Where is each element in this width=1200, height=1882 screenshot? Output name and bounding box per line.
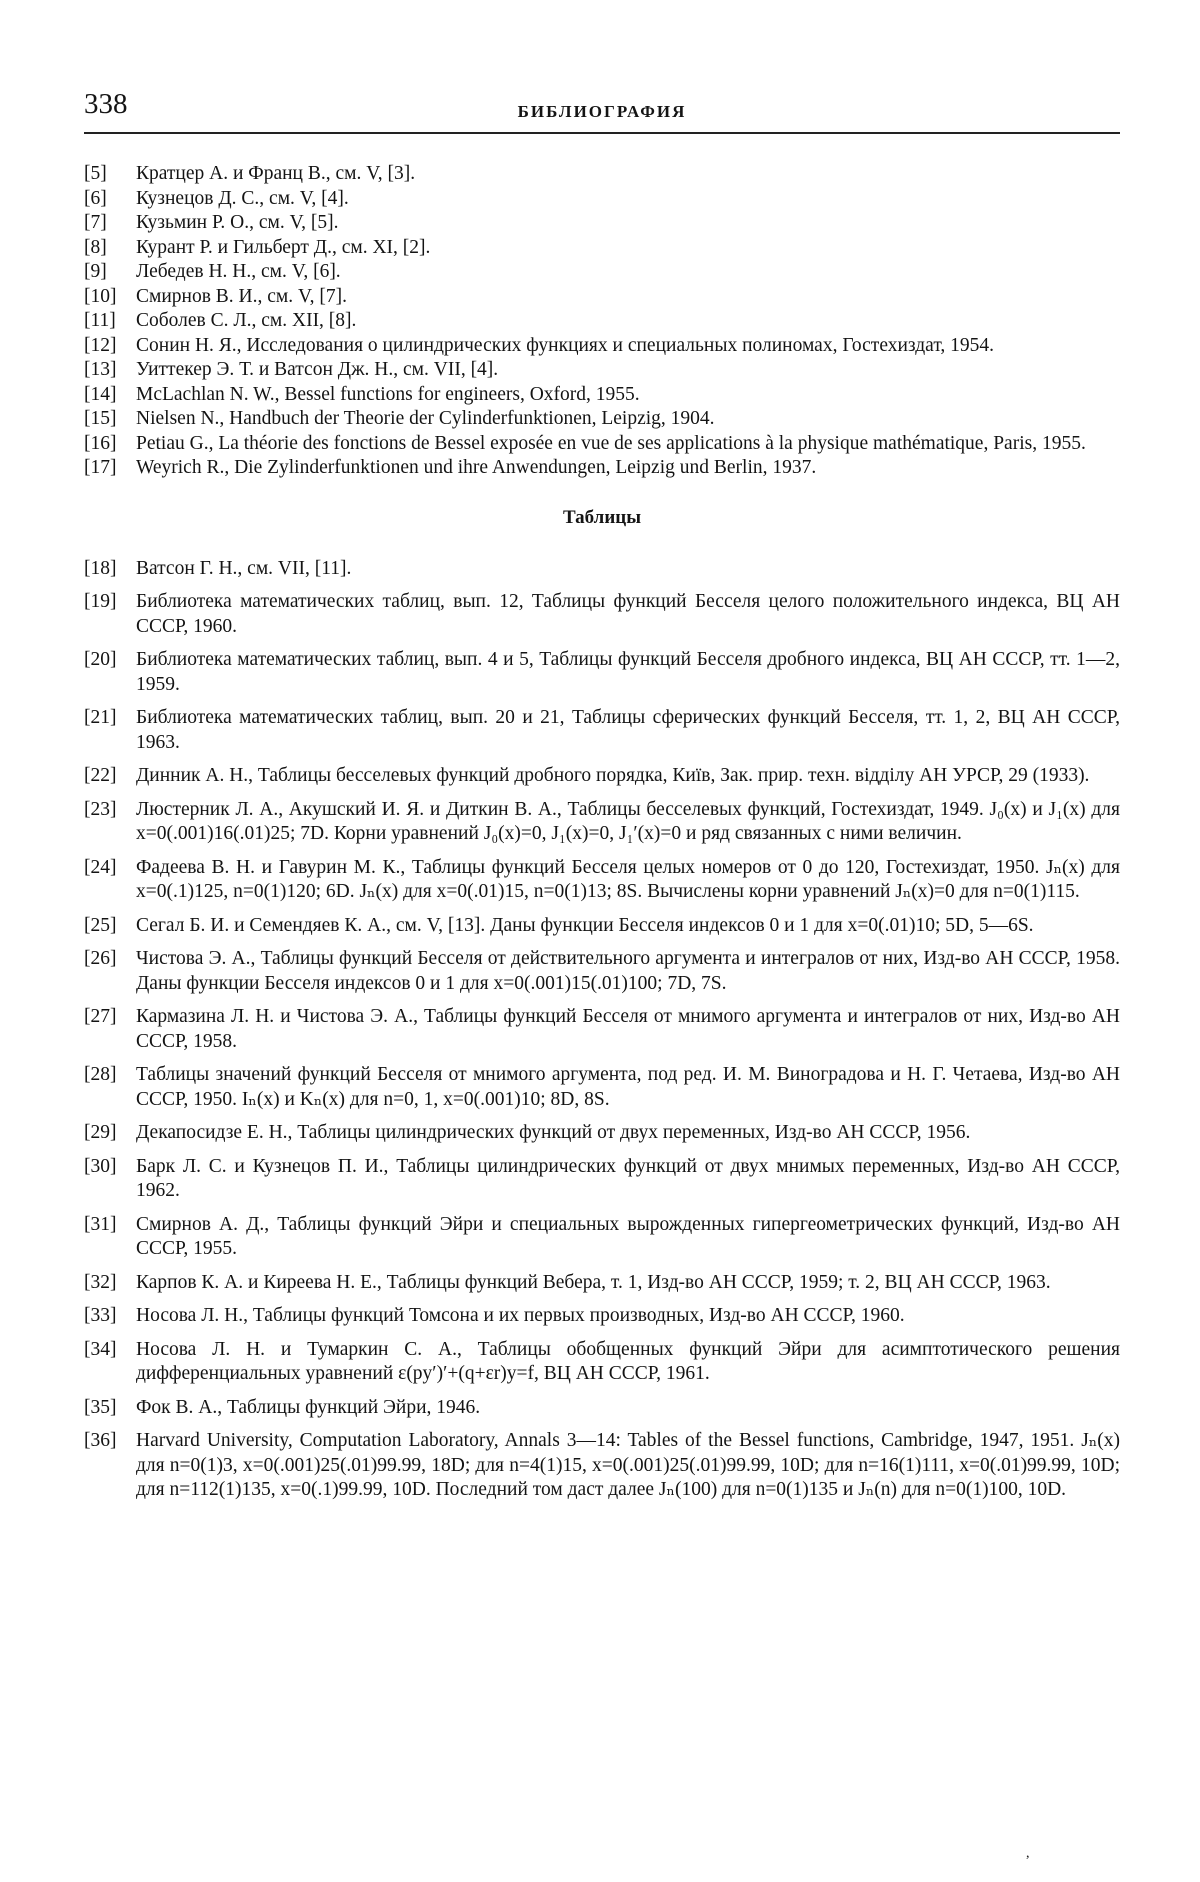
reference-entry xyxy=(84,1271,1120,1296)
reference-number: [15] xyxy=(84,408,117,429)
reference-text: Кузнецов Д. С., см. V, [4]. xyxy=(136,187,349,209)
reference-entry xyxy=(84,309,1120,334)
reference-text: Кузьмин Р. О., см. V, [5]. xyxy=(136,212,339,233)
reference-text: Weyrich R., Die Zylinderfunktionen und ihre Anwendungen, Leipzig und Berlin, 1937. xyxy=(136,457,817,478)
reference-number: [26] xyxy=(84,948,117,969)
reference-number: [34] xyxy=(84,1338,117,1360)
reference-number: [11] xyxy=(84,310,116,331)
reference-entry xyxy=(84,285,1120,310)
reference-text: Библиотека математических таблиц, вып. 4 и 5, Таблицы функций Бесселя дробного индекса, ВЦ АН СССР, тт. 1—2, 1959. xyxy=(136,649,1120,695)
section-heading-tables: Таблицы xyxy=(562,506,642,528)
reference-entry xyxy=(84,1304,1120,1329)
reference-number: [8] xyxy=(84,236,107,258)
reference-number: [9] xyxy=(84,261,107,282)
reference-entry xyxy=(84,1429,1120,1503)
running-header xyxy=(84,80,1120,134)
reference-text: Декапосидзе Е. Н., Таблицы цилиндрических функций от двух переменных, Изд-во АН СССР, 1956. xyxy=(136,1122,971,1143)
reference-entry xyxy=(84,856,1120,905)
reference-number: [20] xyxy=(84,649,117,670)
reference-number: [7] xyxy=(84,212,107,233)
reference-number: [36] xyxy=(84,1430,117,1451)
reference-entry xyxy=(84,432,1120,457)
reference-number: [18] xyxy=(84,557,117,579)
reference-entry xyxy=(84,947,1120,996)
reference-entry xyxy=(84,764,1120,789)
reference-text: McLachlan N. W., Bessel functions for engineers, Oxford, 1955. xyxy=(136,383,640,405)
reference-text: Смирнов В. И., см. V, [7]. xyxy=(136,285,347,307)
reference-text: Смирнов А. Д., Таблицы функций Эйри и специальных вырожденных гипергеометрических функций, Изд-во АН СССР, 1955. xyxy=(136,1213,1120,1259)
reference-entry xyxy=(84,1063,1120,1112)
reference-number: [33] xyxy=(84,1305,117,1326)
reference-entry xyxy=(84,1396,1120,1421)
reference-text: Уиттекер Э. Т. и Ватсон Дж. Н., см. VII, [4]. xyxy=(136,359,499,380)
reference-entry xyxy=(84,383,1120,408)
reference-number: [25] xyxy=(84,914,117,936)
reference-number: [30] xyxy=(84,1155,117,1177)
reference-text: Лебедев Н. Н., см. V, [6]. xyxy=(136,261,341,282)
reference-text: Harvard University, Computation Laboratory, Annals 3—14: Tables of the Bessel functions, Cambridge, 1947, 1951. Jₙ(x) для n=0(1)3, x=0(.001)25(.01)99.99, 18D; для n=4(1)15, x=0(.001)25(.01)99.99, 10D; для n=16(1)111, x=0(.01)99.99, 10D; для n=112(1)135, x=0(.1)99.99, 10D. Последний том даст далее Jₙ(100) для n=0(1)135 и Jₙ(n) для n=0(1)100, 10D. xyxy=(136,1430,1120,1500)
reference-entry xyxy=(84,1213,1120,1262)
running-title: БИБЛИОГРАФИЯ xyxy=(517,102,687,121)
reference-number: [32] xyxy=(84,1271,117,1293)
reference-entry xyxy=(84,334,1120,359)
reference-text: Таблицы значений функций Бесселя от мнимого аргумента, под ред. И. М. Виноградова и Н. Г. Четаева, Изд-во АН СССР, 1950. Iₙ(x) и Kₙ(x) для n=0, 1, x=0(.001)10; 8D, 8S. xyxy=(136,1064,1120,1110)
reference-entry xyxy=(84,1121,1120,1146)
reference-list-tables xyxy=(84,557,1120,1503)
reference-text: Барк Л. С. и Кузнецов П. И., Таблицы цилиндрических функций от двух мнимых переменных, Изд-во АН СССР, 1962. xyxy=(136,1155,1120,1201)
reference-entry xyxy=(84,358,1120,383)
reference-number: [13] xyxy=(84,359,117,380)
reference-number: [23] xyxy=(84,798,117,820)
reference-text: Библиотека математических таблиц, вып. 12, Таблицы функций Бесселя целого положительного индекса, ВЦ АН СССР, 1960. xyxy=(136,591,1120,637)
reference-number: [16] xyxy=(84,432,117,454)
reference-entry xyxy=(84,557,1120,582)
reference-text: Кратцер А. и Франц В., см. V, [3]. xyxy=(136,163,416,184)
reference-number: [24] xyxy=(84,856,117,878)
reference-number: [10] xyxy=(84,285,117,307)
reference-entry xyxy=(84,1338,1120,1387)
reference-text: Nielsen N., Handbuch der Theorie der Cylinderfunktionen, Leipzig, 1904. xyxy=(136,408,715,429)
reference-text: Фок В. А., Таблицы функций Эйри, 1946. xyxy=(136,1396,481,1418)
reference-text: Petiau G., La théorie des fonctions de Bessel exposée en vue de ses applications à la physique mathématique, Paris, 1955. xyxy=(136,432,1086,454)
reference-entry xyxy=(84,1005,1120,1054)
reference-entry xyxy=(84,211,1120,236)
reference-number: [35] xyxy=(84,1396,117,1418)
reference-text: Курант Р. и Гильберт Д., см. XI, [2]. xyxy=(136,236,431,258)
reference-text: Носова Л. Н., Таблицы функций Томсона и их первых производных, Изд-во АН СССР, 1960. xyxy=(136,1305,905,1326)
reference-text: Сонин Н. Я., Исследования о цилиндрических функциях и специальных полиномах, Гостехиздат, 1954. xyxy=(136,334,994,356)
reference-number: [6] xyxy=(84,187,107,209)
reference-number: [19] xyxy=(84,591,117,612)
reference-entry xyxy=(84,407,1120,432)
reference-number: [17] xyxy=(84,457,117,478)
reference-text: Носова Л. Н. и Тумаркин С. А., Таблицы обобщенных функций Эйри для асимптотического решения дифференциальных уравнений ε(py′)′+(q+εr)y=f, ВЦ АН СССР, 1961. xyxy=(136,1338,1120,1384)
reference-number: [5] xyxy=(84,163,107,184)
reference-text: Кармазина Л. Н. и Чистова Э. А., Таблицы функций Бесселя от мнимого аргумента и интегралов от них, Изд-во АН СССР, 1958. xyxy=(136,1006,1120,1052)
reference-text: Люстерник Л. А., Акушский И. Я. и Диткин В. А., Таблицы бесселевых функций, Гостехиздат, 1949. J₀(x) и J₁(x) для x=0(.001)16(.01)25; 7D. Корни уравнений J₀(x)=0, J₁(x)=0, J₁′(x)=0 и ряд связанных с ними величин. xyxy=(136,798,1120,844)
reference-entry xyxy=(84,648,1120,697)
reference-text: Чистова Э. А., Таблицы функций Бесселя от действительного аргумента и интегралов от них, Изд-во АН СССР, 1958. Даны функции Бесселя индексов 0 и 1 для x=0(.001)15(.01)100; 7D, 7S. xyxy=(136,948,1120,994)
reference-entry xyxy=(84,260,1120,285)
reference-number: [21] xyxy=(84,707,117,728)
reference-entry xyxy=(84,590,1120,639)
reference-entry xyxy=(84,187,1120,212)
reference-text: Сегал Б. И. и Семендяев К. А., см. V, [13]. Даны функции Бесселя индексов 0 и 1 для x=0(.01)10; 5D, 5—6S. xyxy=(136,914,1034,936)
reference-number: [27] xyxy=(84,1006,117,1027)
reference-entry xyxy=(84,1155,1120,1204)
reference-entry xyxy=(84,706,1120,755)
reference-entry xyxy=(84,798,1120,847)
reference-number: [12] xyxy=(84,334,117,356)
reference-list-general xyxy=(84,162,1120,481)
reference-entry xyxy=(84,236,1120,261)
page-number: 338 xyxy=(84,88,128,120)
reference-entry xyxy=(84,914,1120,939)
reference-number: [28] xyxy=(84,1064,117,1085)
stray-mark: , xyxy=(1026,1846,1030,1861)
reference-text: Ватсон Г. Н., см. VII, [11]. xyxy=(136,557,352,579)
reference-number: [29] xyxy=(84,1122,117,1143)
reference-text: Библиотека математических таблиц, вып. 20 и 21, Таблицы сферических функций Бесселя, тт. 1, 2, ВЦ АН СССР, 1963. xyxy=(136,707,1120,753)
reference-number: [22] xyxy=(84,765,117,786)
reference-text: Динник А. Н., Таблицы бесселевых функций дробного порядка, Київ, Зак. прир. техн. відділу АН УРСР, 29 (1933). xyxy=(136,765,1090,786)
reference-text: Карпов К. А. и Киреева Н. Е., Таблицы функций Вебера, т. 1, Изд-во АН СССР, 1959; т. 2, ВЦ АН СССР, 1963. xyxy=(136,1271,1051,1293)
reference-entry xyxy=(84,456,1120,481)
reference-number: [14] xyxy=(84,383,117,405)
reference-number: [31] xyxy=(84,1213,117,1235)
reference-entry xyxy=(84,162,1120,187)
reference-text: Фадеева В. Н. и Гавурин М. К., Таблицы функций Бесселя целых номеров от 0 до 120, Гостехиздат, 1950. Jₙ(x) для x=0(.1)125, n=0(1)120; 6D. Jₙ(x) для x=0(.01)15, n=0(1)13; 8S. Вычислены корни уравнений Jₙ(x)=0 для n=0(1)115. xyxy=(136,856,1120,902)
reference-text: Соболев С. Л., см. XII, [8]. xyxy=(136,310,357,331)
